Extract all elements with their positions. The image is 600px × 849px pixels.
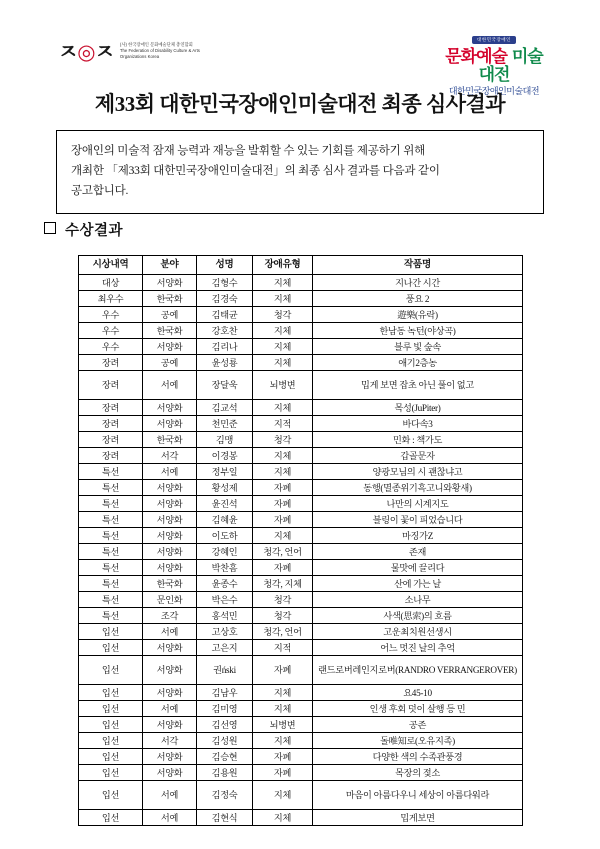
column-header-disability-type: 장애유형 xyxy=(253,256,313,275)
cell-award: 특선 xyxy=(79,464,143,480)
cell-artwork: 산에 가는 날 xyxy=(313,576,523,592)
cell-name: 윤진석 xyxy=(197,496,253,512)
logo-row xyxy=(0,34,600,96)
cell-disability-type: 지적 xyxy=(253,416,313,432)
table-row xyxy=(79,275,523,291)
cell-award: 장려 xyxy=(79,355,143,371)
cell-name: 장달욱 xyxy=(197,371,253,400)
cell-award: 우수 xyxy=(79,339,143,355)
cell-disability-type: 자폐 xyxy=(253,656,313,685)
table-row xyxy=(79,624,523,640)
checkbox-icon xyxy=(44,222,56,234)
cell-artwork: 遊樂(유락) xyxy=(313,307,523,323)
intro-line-3: 공고합니다. xyxy=(71,185,129,197)
cell-field: 서예 xyxy=(143,810,197,826)
column-header-name: 성명 xyxy=(197,256,253,275)
cell-award: 입선 xyxy=(79,717,143,733)
cell-disability-type: 자폐 xyxy=(253,765,313,781)
cell-artwork: 양광모님의 시 괜찮냐고 xyxy=(313,464,523,480)
table-row xyxy=(79,464,523,480)
cell-disability-type: 지체 xyxy=(253,464,313,480)
cell-disability-type: 청각, 지체 xyxy=(253,576,313,592)
left-logo-mark: ㅈ◎ㅈ xyxy=(58,40,114,64)
cell-field: 서양화 xyxy=(143,400,197,416)
cell-artwork: 목장의 젖소 xyxy=(313,765,523,781)
cell-award: 입선 xyxy=(79,733,143,749)
right-logo-subtitle: 대한민국장애인미술대전 xyxy=(448,86,540,96)
cell-field: 서양화 xyxy=(143,480,197,496)
cell-field: 서양화 xyxy=(143,339,197,355)
cell-field: 공예 xyxy=(143,307,197,323)
cell-name: 김리나 xyxy=(197,339,253,355)
cell-artwork: 마징가Z xyxy=(313,528,523,544)
table-row xyxy=(79,528,523,544)
cell-field: 서각 xyxy=(143,733,197,749)
cell-award: 입선 xyxy=(79,749,143,765)
cell-field: 서양화 xyxy=(143,717,197,733)
cell-award: 대상 xyxy=(79,275,143,291)
table-row xyxy=(79,685,523,701)
cell-artwork: 공존 xyxy=(313,717,523,733)
table-row xyxy=(79,323,523,339)
cell-artwork: 사색(思索)의 흐름 xyxy=(313,608,523,624)
cell-artwork: 밉게보면 xyxy=(313,810,523,826)
table-row xyxy=(79,544,523,560)
cell-field: 서양화 xyxy=(143,560,197,576)
cell-award: 입선 xyxy=(79,640,143,656)
cell-name: 강혜인 xyxy=(197,544,253,560)
table-row xyxy=(79,749,523,765)
cell-name: 김미영 xyxy=(197,701,253,717)
table-row xyxy=(79,291,523,307)
cell-field: 서각 xyxy=(143,448,197,464)
results-table-wrapper xyxy=(78,255,522,826)
table-row xyxy=(79,733,523,749)
cell-name: 고은지 xyxy=(197,640,253,656)
cell-award: 특선 xyxy=(79,560,143,576)
column-header-artwork: 작품명 xyxy=(313,256,523,275)
cell-disability-type: 지체 xyxy=(253,528,313,544)
cell-disability-type: 지체 xyxy=(253,701,313,717)
table-row xyxy=(79,496,523,512)
cell-disability-type: 지체 xyxy=(253,291,313,307)
cell-disability-type: 지체 xyxy=(253,339,313,355)
table-row xyxy=(79,339,523,355)
cell-artwork: 물맛에 끌리다 xyxy=(313,560,523,576)
table-row xyxy=(79,608,523,624)
cell-name: 고상호 xyxy=(197,624,253,640)
cell-disability-type: 청각 xyxy=(253,592,313,608)
cell-artwork: 다양한 색의 수족관풍경 xyxy=(313,749,523,765)
cell-disability-type: 자폐 xyxy=(253,560,313,576)
cell-artwork: 목성(JuPiter) xyxy=(313,400,523,416)
cell-field: 한국화 xyxy=(143,432,197,448)
cell-award: 장려 xyxy=(79,448,143,464)
cell-disability-type: 청각, 언어 xyxy=(253,544,313,560)
cell-award: 특선 xyxy=(79,512,143,528)
cell-field: 서양화 xyxy=(143,640,197,656)
cell-disability-type: 청각 xyxy=(253,307,313,323)
cell-artwork: 요45-10 xyxy=(313,685,523,701)
cell-award: 장려 xyxy=(79,416,143,432)
cell-name: 홍석민 xyxy=(197,608,253,624)
cell-disability-type: 자폐 xyxy=(253,496,313,512)
cell-field: 서양화 xyxy=(143,416,197,432)
cell-name: 강호찬 xyxy=(197,323,253,339)
cell-artwork: 소나무 xyxy=(313,592,523,608)
cell-field: 조각 xyxy=(143,608,197,624)
cell-disability-type: 지체 xyxy=(253,400,313,416)
cell-field: 공예 xyxy=(143,355,197,371)
cell-name: 김태균 xyxy=(197,307,253,323)
cell-field: 서양화 xyxy=(143,765,197,781)
table-row xyxy=(79,512,523,528)
cell-artwork: 어느 멋진 날의 추억 xyxy=(313,640,523,656)
right-logo-title xyxy=(440,48,548,84)
right-logo-tag: 대한민국장애인 xyxy=(472,36,516,44)
right-logo-line1: 문화예술 xyxy=(445,47,507,67)
cell-field: 서예 xyxy=(143,624,197,640)
intro-line-2: 개최한 「제33회 대한민국장애인미술대전」의 최종 심사 결과를 다음과 같이 xyxy=(71,165,440,177)
table-row xyxy=(79,781,523,810)
table-row xyxy=(79,416,523,432)
table-row xyxy=(79,480,523,496)
cell-field: 한국화 xyxy=(143,291,197,307)
left-logo-caption: (사) 한국장애인 문화예술단체 총연합회 The Federation of Disability Culture & Arts Organizations Korea xyxy=(119,42,200,59)
cell-award: 입선 xyxy=(79,810,143,826)
cell-disability-type: 뇌병변 xyxy=(253,717,313,733)
cell-artwork: 인생 후회 덧이 살행 등 민 xyxy=(313,701,523,717)
cell-name: 윤성룡 xyxy=(197,355,253,371)
cell-disability-type: 뇌병변 xyxy=(253,371,313,400)
table-row xyxy=(79,448,523,464)
cell-disability-type: 자폐 xyxy=(253,512,313,528)
cell-artwork: 고운최치원선생시 xyxy=(313,624,523,640)
table-row xyxy=(79,592,523,608)
cell-name: 김선영 xyxy=(197,717,253,733)
cell-name: 천민준 xyxy=(197,416,253,432)
cell-field: 문인화 xyxy=(143,592,197,608)
cell-field: 서양화 xyxy=(143,656,197,685)
cell-field: 서예 xyxy=(143,371,197,400)
cell-artwork: 돌唯知로(오유지족) xyxy=(313,733,523,749)
cell-name: 박은수 xyxy=(197,592,253,608)
cell-award: 특선 xyxy=(79,608,143,624)
cell-disability-type: 지체 xyxy=(253,733,313,749)
cell-artwork: 랜드로버레인지로버(RANDRO VERRANGEROVER) xyxy=(313,656,523,685)
section-heading-label: 수상결과 xyxy=(65,223,124,239)
cell-disability-type: 지적 xyxy=(253,640,313,656)
cell-award: 최우수 xyxy=(79,291,143,307)
cell-name: 김승현 xyxy=(197,749,253,765)
cell-award: 장려 xyxy=(79,432,143,448)
cell-name: 김교석 xyxy=(197,400,253,416)
cell-artwork: 애기2층농 xyxy=(313,355,523,371)
cell-artwork: 존재 xyxy=(313,544,523,560)
cell-field: 서양화 xyxy=(143,512,197,528)
cell-field: 한국화 xyxy=(143,323,197,339)
cell-award: 우수 xyxy=(79,323,143,339)
cell-award: 입선 xyxy=(79,624,143,640)
cell-award: 특선 xyxy=(79,576,143,592)
cell-award: 입선 xyxy=(79,685,143,701)
cell-disability-type: 자폐 xyxy=(253,749,313,765)
cell-name: 김남우 xyxy=(197,685,253,701)
cell-name: 박찬흠 xyxy=(197,560,253,576)
table-row xyxy=(79,656,523,685)
cell-award: 입선 xyxy=(79,781,143,810)
cell-field: 서예 xyxy=(143,464,197,480)
cell-artwork: 민화 : 책가도 xyxy=(313,432,523,448)
cell-disability-type: 지체 xyxy=(253,810,313,826)
cell-name: 윤종수 xyxy=(197,576,253,592)
cell-disability-type: 지체 xyxy=(253,448,313,464)
cell-name: 김형수 xyxy=(197,275,253,291)
table-row xyxy=(79,371,523,400)
cell-artwork: 한남동 녹턴(야상곡) xyxy=(313,323,523,339)
cell-disability-type: 청각 xyxy=(253,432,313,448)
cell-award: 입선 xyxy=(79,765,143,781)
cell-disability-type: 청각 xyxy=(253,608,313,624)
cell-disability-type: 지체 xyxy=(253,275,313,291)
table-row xyxy=(79,307,523,323)
cell-field: 서양화 xyxy=(143,275,197,291)
table-row xyxy=(79,810,523,826)
table-row xyxy=(79,701,523,717)
cell-award: 우수 xyxy=(79,307,143,323)
table-row xyxy=(79,560,523,576)
intro-line-1: 장애인의 미술적 잠재 능력과 재능을 발휘할 수 있는 기회를 제공하기 위해 xyxy=(71,145,426,157)
intro-box xyxy=(56,130,544,214)
cell-artwork: 블루 빛 숲속 xyxy=(313,339,523,355)
column-header-award: 시상내역 xyxy=(79,256,143,275)
table-row xyxy=(79,400,523,416)
cell-name: 정부일 xyxy=(197,464,253,480)
cell-name: 김현식 xyxy=(197,810,253,826)
table-row xyxy=(79,432,523,448)
cell-award: 특선 xyxy=(79,528,143,544)
table-row xyxy=(79,765,523,781)
left-organization-logo xyxy=(58,36,200,66)
table-header-row xyxy=(79,256,523,275)
cell-disability-type: 지체 xyxy=(253,323,313,339)
cell-artwork: 갑골문자 xyxy=(313,448,523,464)
cell-name: 이도하 xyxy=(197,528,253,544)
cell-name: 김맹 xyxy=(197,432,253,448)
right-event-logo xyxy=(440,28,548,97)
table-row xyxy=(79,640,523,656)
table-row xyxy=(79,355,523,371)
cell-field: 서양화 xyxy=(143,496,197,512)
cell-artwork: 풍요 2 xyxy=(313,291,523,307)
right-logo-line2: 미술대전 xyxy=(478,47,543,85)
cell-name: 김혜윤 xyxy=(197,512,253,528)
cell-name: 김경숙 xyxy=(197,291,253,307)
cell-field: 서양화 xyxy=(143,685,197,701)
cell-field: 서양화 xyxy=(143,544,197,560)
cell-award: 특선 xyxy=(79,592,143,608)
cell-artwork: 지나간 시간 xyxy=(313,275,523,291)
cell-award: 특선 xyxy=(79,544,143,560)
cell-field: 서양화 xyxy=(143,528,197,544)
cell-name: 김용원 xyxy=(197,765,253,781)
cell-award: 입선 xyxy=(79,701,143,717)
cell-artwork: 바다속3 xyxy=(313,416,523,432)
cell-disability-type: 지체 xyxy=(253,355,313,371)
section-heading xyxy=(44,219,123,240)
page-title: 제33회 대한민국장애인미술대전 최종 심사결과 xyxy=(94,92,506,116)
cell-artwork: 동행(멸종위기흑고니와황새) xyxy=(313,480,523,496)
cell-award: 특선 xyxy=(79,480,143,496)
cell-disability-type: 청각, 언어 xyxy=(253,624,313,640)
cell-name: 김정숙 xyxy=(197,781,253,810)
cell-award: 장려 xyxy=(79,371,143,400)
cell-field: 서양화 xyxy=(143,749,197,765)
cell-disability-type: 지체 xyxy=(253,781,313,810)
table-row xyxy=(79,717,523,733)
cell-name: 황성제 xyxy=(197,480,253,496)
table-row xyxy=(79,576,523,592)
column-header-field: 분야 xyxy=(143,256,197,275)
cell-field: 서예 xyxy=(143,701,197,717)
cell-disability-type: 지체 xyxy=(253,685,313,701)
cell-name: 권ński xyxy=(197,656,253,685)
results-table-body xyxy=(79,275,523,826)
cell-artwork: 나만의 시계지도 xyxy=(313,496,523,512)
cell-award: 특선 xyxy=(79,496,143,512)
cell-field: 한국화 xyxy=(143,576,197,592)
cell-award: 장려 xyxy=(79,400,143,416)
cell-name: 이경봉 xyxy=(197,448,253,464)
cell-name: 김성원 xyxy=(197,733,253,749)
cell-field: 서예 xyxy=(143,781,197,810)
cell-disability-type: 자폐 xyxy=(253,480,313,496)
cell-award: 입선 xyxy=(79,656,143,685)
cell-artwork: 밉게 보면 잡초 아닌 풀이 없고 xyxy=(313,371,523,400)
cell-artwork: 마음이 아름다우니 세상이 아름다워라 xyxy=(313,781,523,810)
cell-artwork: 블링이 꽃이 피었습니다 xyxy=(313,512,523,528)
results-table xyxy=(78,255,523,826)
